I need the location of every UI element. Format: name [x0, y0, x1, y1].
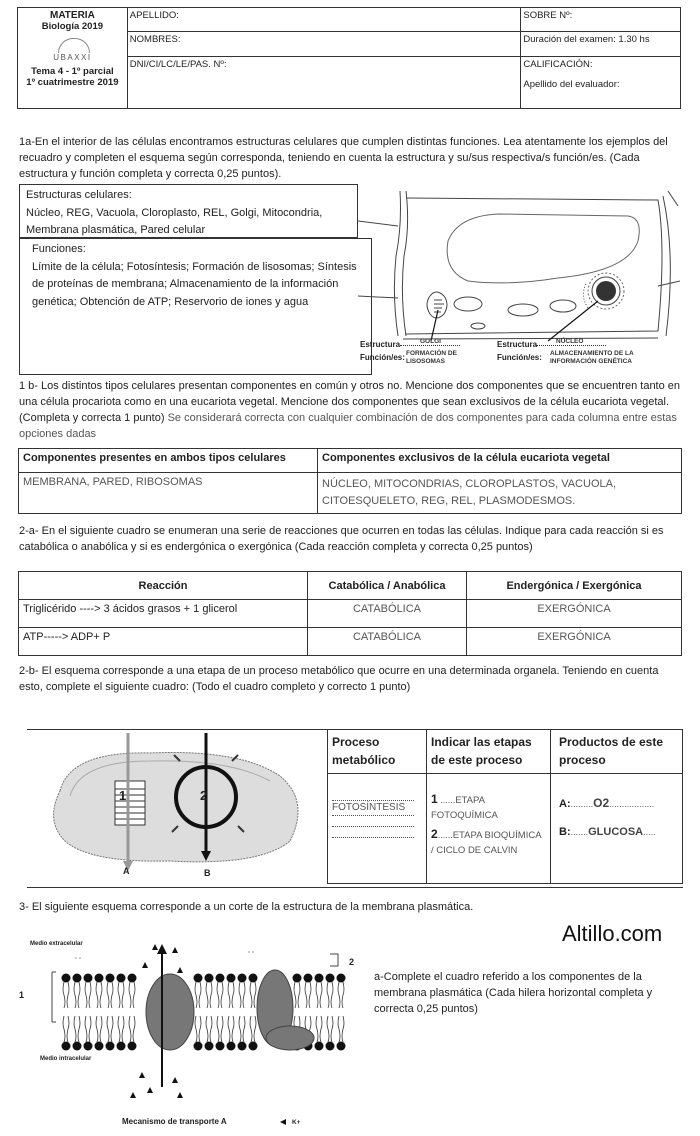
golgi-answer: GOLGI — [420, 338, 441, 345]
q2b-h2: Indicar las etapas de este proceso — [427, 730, 551, 774]
q1b-answer2[interactable]: NÚCLEO, MITOCONDRIAS, CLOROPLASTOS, VACUOLA, CITOESQUELETO, REG, REL, PLASMODESMOS. — [318, 473, 682, 514]
diagram-label-2: 2 — [200, 788, 208, 803]
q2b-h1: Proceso metabólico — [328, 730, 427, 774]
product-a-label: A: — [559, 798, 571, 810]
golgi-dotline — [400, 345, 460, 346]
nucleo-answer: NÚCLEO — [556, 338, 584, 345]
process-answer: FOTOSÍNTESIS — [332, 801, 414, 816]
exam-term: 1º cuatrimestre 2019 — [26, 77, 119, 88]
nombres-field[interactable]: NOMBRES: — [127, 32, 521, 57]
membrane-label-2: 2 — [349, 957, 355, 967]
reaction-2-energy[interactable]: EXERGÓNICA — [467, 628, 682, 656]
ubaxxi-logo — [20, 36, 125, 66]
membrane-label-1: 1 — [19, 990, 25, 1000]
intracellular-label: Medio intracelular — [40, 1056, 92, 1062]
k-plus-label: K+ — [292, 1119, 301, 1126]
altillo-watermark: Altillo.com — [562, 921, 663, 946]
product-b: GLUCOSA — [588, 826, 644, 838]
nucleo-function-label: Función/es: — [497, 353, 542, 362]
membrane-diagram — [30, 942, 370, 1132]
stages-answer-cell[interactable]: 1 ......ETAPA FOTOQUÍMICA 2......ETAPA BIOQUÍMICA / CICLO DE CALVIN — [427, 774, 551, 884]
q2b-text: 2-b- El esquema corresponde a una etapa de un proceso metabólico que ocurre en una determinada organela. Teniendo en cuenta esto, complete el siguiente cuadro: (Todo el cuadro completo y correcto 1 punto) — [19, 665, 659, 693]
extracellular-label: Medio extracelular — [30, 941, 83, 947]
q1a-text: 1a-En el interior de las células encontramos estructuras celulares que cumplen distintas funciones. Lea atentamente los ejemplos del recuadro y completen el esquema según corresponda, teniendo en cuenta la estructura y su/sus respectiva/s función/es. (Cada estructura y función completa y correcta 0,25 puntos). — [19, 136, 668, 180]
nucleo-dotline — [536, 345, 606, 346]
chloroplast-diagram — [30, 731, 326, 883]
subject-cell — [18, 8, 128, 109]
structures-box — [19, 184, 358, 238]
diagram-label-a: A — [123, 866, 130, 876]
q3-text: 3- El siguiente esquema corresponde a un corte de la estructura de la membrana plasmática. — [19, 901, 474, 913]
logo-text: UBAXXI — [53, 53, 92, 62]
functions-list: Límite de la célula; Fotosíntesis; Formación de lisosomas; Síntesis de proteínas de membrana; Almacenamiento de la información genética; Obtención de ATP; Reservorio de iones y agua — [32, 260, 357, 308]
functions-box — [19, 238, 372, 375]
table-row — [19, 628, 682, 656]
q1b-text — [19, 378, 681, 442]
year: Biología 2019 — [41, 21, 104, 32]
reaction-2: ATP-----> ADP+ P — [19, 628, 308, 656]
diagram-label-b: B — [204, 868, 211, 878]
q1b-question: 1 b- Los distintos tipos celulares presentan componentes en común y otros no. Mencione dos componentes que se encuentren tanto en una célula procariota como en una eucariota vegetal. Mencione dos componentes que sean exclusivos de la célula eucariota vegetal. (Completa y correcta 1 punto) — [19, 380, 681, 424]
diagram-label-1: 1 — [119, 788, 127, 803]
duration: Duración del examen: 1.30 hs — [521, 32, 681, 57]
process-answer-cell[interactable] — [328, 774, 427, 884]
q2b-h3: Productos de este proceso — [551, 730, 683, 774]
q2a-h2: Catabólica / Anabólica — [308, 572, 467, 600]
evaluator-label: Apellido del evaluador: — [523, 79, 620, 90]
q1b-col2-header: Componentes exclusivos de la célula eucariota vegetal — [318, 449, 682, 473]
exam-name: Tema 4 - 1º parcial — [31, 66, 114, 77]
nucleo-function-answer: ALMACENAMIENTO DE LA INFORMACIÓN GENÉTICA — [550, 350, 634, 365]
stage2-number: 2 — [431, 827, 438, 841]
q2a-text: 2-a- En el siguiente cuadro se enumeran una serie de reacciones que ocurren en todas las células. Indique para cada reacción si es catabólica o anabólica y si es endergónica o exergónica (Cada reacción completa y correcta 0,25 puntos) — [19, 525, 664, 553]
structures-title: Estructuras celulares: — [26, 189, 132, 201]
structures-list: Núcleo, REG, Vacuola, Cloroplasto, REL, Golgi, Mitocondria, Membrana plasmática, Pared celular — [26, 206, 323, 236]
q1b-note: Se considerará correcta con cualquier combinación de dos componentes para cada columna entre estas opciones dadas — [19, 412, 677, 440]
q1b-answer1[interactable]: MEMBRANA, PARED, RIBOSOMAS — [19, 473, 318, 514]
golgi-function-answer: FORMACIÓN DE LISOSOMAS — [406, 350, 457, 365]
reaction-2-type[interactable]: CATABÓLICA — [308, 628, 467, 656]
products-answer-cell[interactable]: A:.........O2.................. B:.......GLUCOSA..... — [551, 774, 683, 884]
functions-title: Funciones: — [32, 243, 86, 255]
stage1-answer: ETAPA FOTOQUÍMICA — [431, 795, 498, 821]
q2a-h3: Endergónica / Exergónica — [467, 572, 682, 600]
product-a: O2 — [593, 796, 610, 810]
exam-header — [17, 7, 681, 109]
q1b-table — [18, 448, 682, 514]
q2a-h1: Reacción — [19, 572, 308, 600]
nucleo-structure-label: Estructura — [497, 340, 538, 349]
sobre-field[interactable]: SOBRE Nº: — [521, 8, 681, 32]
golgi-function-label: Función/es: — [360, 353, 405, 362]
q2a-table — [18, 571, 682, 656]
grade-label: CALIFICACIÓN: — [523, 59, 593, 70]
q2b-table — [327, 729, 683, 884]
product-b-label: B: — [559, 826, 571, 838]
apellido-field[interactable]: APELLIDO: — [127, 8, 521, 32]
table-row — [19, 600, 682, 628]
stage2-answer: ETAPA BIOQUÍMICA / CICLO DE CALVIN — [431, 830, 542, 856]
subject: MATERIA — [49, 10, 95, 21]
reaction-1-energy[interactable]: EXERGÓNICA — [467, 600, 682, 628]
transport-mechanism-label: Mecanismo de transporte A — [122, 1117, 227, 1126]
reaction-1-type[interactable]: CATABÓLICA — [308, 600, 467, 628]
q1b-col1-header: Componentes presentes en ambos tipos celulares — [19, 449, 318, 473]
dni-field[interactable]: DNI/CI/LC/LE/PAS. Nº: — [127, 57, 521, 109]
golgi-structure-label: Estructura — [360, 340, 401, 349]
stage1-number: 1 — [431, 792, 438, 806]
q3-task: a-Complete el cuadro referido a los componentes de la membrana plasmática (Cada hilera horizontal completa y correcta 0,25 puntos) — [374, 971, 653, 1015]
grade-cell[interactable] — [521, 57, 681, 109]
reaction-1: Triglicérido ----> 3 ácidos grasos + 1 glicerol — [19, 600, 308, 628]
